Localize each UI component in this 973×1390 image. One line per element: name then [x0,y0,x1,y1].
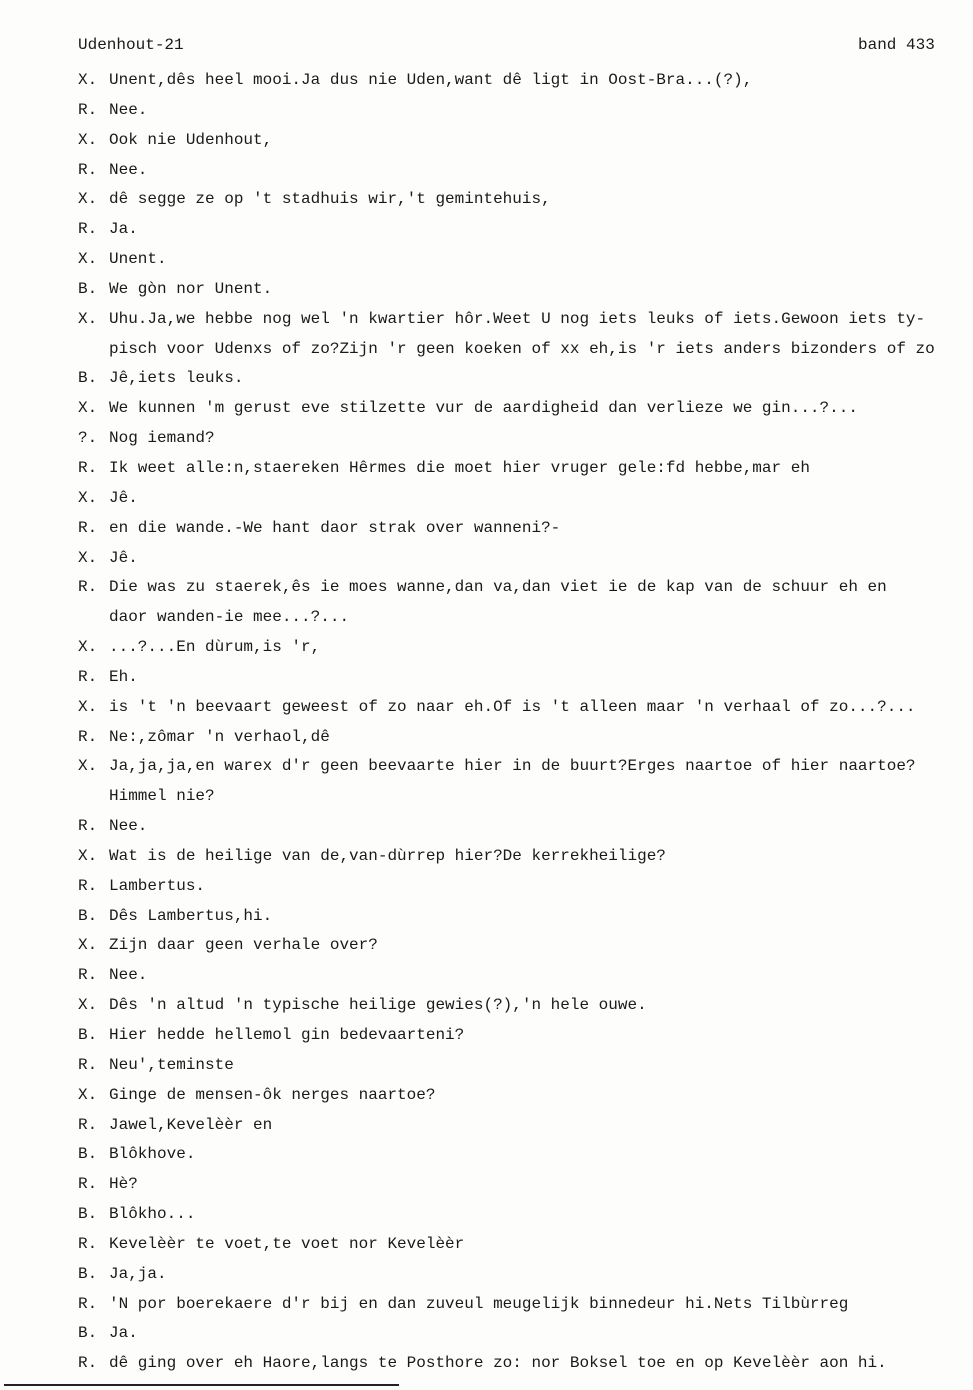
transcript-line [78,335,968,365]
utterance-text: Nee. [109,966,148,985]
transcript-line [78,66,968,96]
transcript-line [78,394,968,424]
transcript-line [78,842,968,872]
utterance-text: Nee. [109,160,148,179]
transcript-line [78,693,968,723]
utterance-text: pisch voor Udenxs of zo?Zijn 'r geen koeken of xx eh,is 'r iets anders bizonders of zo [109,339,935,358]
speaker-label: R. [78,1234,98,1253]
utterance-text: en die wande.-We hant daor strak over wanneni?- [109,518,561,537]
utterance-text: Ook nie Udenhout, [109,130,273,149]
speaker-label: R. [78,727,98,746]
transcript-line [78,215,968,245]
speaker-label: B. [78,1264,98,1283]
transcript-lines [78,66,968,1379]
speaker-label: X. [78,697,98,716]
transcript-line [78,812,968,842]
utterance-text: Jê. [109,548,138,567]
speaker-label: B. [78,1205,98,1224]
transcript-line [78,454,968,484]
utterance-text: Lambertus. [109,876,206,895]
speaker-label: X. [78,936,98,955]
transcript-line [78,364,968,394]
utterance-text: Blôkhove. [109,1145,196,1164]
utterance-text: Neu',teminste [109,1055,234,1074]
utterance-text: Nee. [109,817,148,836]
transcript-line [78,424,968,454]
transcript-line [78,1140,968,1170]
utterance-text: Jawel,Kevelèèr en [109,1115,273,1134]
transcript-line [78,1051,968,1081]
speaker-label: B. [78,279,98,298]
utterance-text: Unent,dês heel mooi.Ja dus nie Uden,want dê ligt in Oost-Bra...(?), [109,71,753,89]
utterance-text: Kevelèèr te voet,te voet nor Kevelèèr [109,1234,465,1253]
utterance-text: Nee. [109,100,148,119]
utterance-text: is 't 'n beevaart geweest of zo naar eh.Of is 't alleen maar 'n verhaal of zo...?... [109,697,916,716]
transcript-line [78,902,968,932]
speaker-label: ?. [78,429,98,448]
transcript-line [78,156,968,186]
speaker-label: B. [78,1145,98,1164]
transcript-line [78,1260,968,1290]
speaker-label: X. [78,1085,98,1104]
speaker-label: X. [78,757,98,776]
utterance-text: Dês 'n altud 'n typische heilige gewies(?),'n hele ouwe. [109,996,647,1015]
transcript-line [78,514,968,544]
speaker-label: X. [78,996,98,1015]
speaker-label: X. [78,399,98,418]
utterance-text: Ja. [109,220,138,239]
transcript-line [78,723,968,753]
utterance-text: Blôkho... [109,1205,196,1224]
transcript-line [78,1349,968,1379]
speaker-label: R. [78,1354,98,1373]
utterance-text: daor wanden-ie mee...?... [109,608,350,627]
speaker-label: R. [78,160,98,179]
speaker-label: R. [78,1175,98,1194]
speaker-label: R. [78,1115,98,1134]
transcript-line [78,1230,968,1260]
speaker-label: X. [78,309,98,328]
utterance-text: Himmel nie? [109,787,215,806]
transcript-line [78,185,968,215]
speaker-label: X. [78,250,98,269]
header-location: Udenhout-21 [78,36,184,54]
utterance-text: ...?...En dùrum,is 'r, [109,638,321,657]
utterance-text: dê segge ze op 't stadhuis wir,'t gemintehuis, [109,190,551,209]
utterance-text: Nog iemand? [109,429,215,448]
utterance-text: Ja,ja. [109,1264,167,1283]
utterance-text: dê ging over eh Haore,langs te Posthore zo: nor Boksel toe en op Kevelèèr aon hi. [109,1354,887,1373]
transcript-line [78,872,968,902]
utterance-text: Die was zu staerek,ês ie moes wanne,dan va,dan viet ie de kap van de schuur eh en [109,578,887,597]
speaker-label [78,603,109,633]
utterance-text: Ja,ja,ja,en warex d'r geen beevaarte hier in de buurt?Erges naartoe of hier naartoe? [109,757,916,776]
speaker-label: X. [78,130,98,149]
utterance-text: Wat is de heilige van de,van-dùrrep hier?De kerrekheilige? [109,846,666,865]
speaker-label: B. [78,1026,98,1044]
transcript-line [78,305,968,335]
utterance-text: Ne:,zômar 'n verhaol,dê [109,727,330,746]
transcript-line [78,1319,968,1349]
transcript-line [78,96,968,126]
utterance-text: Ginge de mensen-ôk nerges naartoe? [109,1085,436,1104]
speaker-label: B. [78,1324,98,1343]
transcript-line [78,275,968,305]
transcript-line [78,544,968,574]
utterance-text: Ik weet alle:n,staereken Hêrmes die moet hier vruger gele:fd hebbe,mar eh [109,458,810,477]
speaker-label [78,782,109,812]
transcript-line [78,1200,968,1230]
transcript-line [78,931,968,961]
transcript-line [78,484,968,514]
speaker-label: X. [78,488,98,507]
transcript-line [78,603,968,633]
transcript-line [78,961,968,991]
utterance-text: Unent. [109,250,167,269]
transcript-line [78,573,968,603]
transcript-line [78,1290,968,1320]
transcript-line [78,752,968,782]
speaker-label: X. [78,846,98,865]
transcript-line [78,126,968,156]
utterance-text: Zijn daar geen verhale over? [109,936,378,955]
speaker-label: B. [78,906,98,925]
speaker-label: X. [78,190,98,209]
transcript-line [78,991,968,1021]
utterance-text: Ja. [109,1324,138,1343]
speaker-label: R. [78,578,98,597]
transcript-line [78,633,968,663]
bottom-rule [4,1384,399,1386]
utterance-text: Eh. [109,667,138,686]
transcript-line [78,782,968,812]
speaker-label [78,335,109,365]
utterance-text: Hè? [109,1175,138,1194]
transcript-line [78,1170,968,1200]
header-band-number: band 433 [858,36,935,54]
speaker-label: R. [78,966,98,985]
transcript-line [78,1081,968,1111]
utterance-text: We gòn nor Unent. [109,279,273,298]
speaker-label: R. [78,518,98,537]
transcript-line [78,663,968,693]
speaker-label: R. [78,100,98,119]
speaker-label: R. [78,220,98,239]
transcript-line [78,1111,968,1141]
utterance-text: Uhu.Ja,we hebbe nog wel 'n kwartier hôr.Weet U nog iets leuks of iets.Gewoon iets ty- [109,309,926,328]
speaker-label: R. [78,876,98,895]
speaker-label: R. [78,817,98,836]
speaker-label: R. [78,1294,98,1313]
speaker-label: R. [78,1055,98,1074]
speaker-label: X. [78,71,98,89]
utterance-text: Jê,iets leuks. [109,369,244,388]
transcript-line [78,245,968,275]
speaker-label: B. [78,369,98,388]
utterance-text: Hier hedde hellemol gin bedevaarteni? [109,1026,465,1044]
utterance-text: Dês Lambertus,hi. [109,906,273,925]
utterance-text: Jê. [109,488,138,507]
speaker-label: X. [78,548,98,567]
utterance-text: We kunnen 'm gerust eve stilzette vur de aardigheid dan verlieze we gin...?... [109,399,858,418]
utterance-text: 'N por boerekaere d'r bij en dan zuveul meugelijk binnedeur hi.Nets Tilbùrreg [109,1294,849,1313]
transcript-line [78,1021,968,1051]
speaker-label: R. [78,667,98,686]
speaker-label: R. [78,458,98,477]
speaker-label: X. [78,638,98,657]
